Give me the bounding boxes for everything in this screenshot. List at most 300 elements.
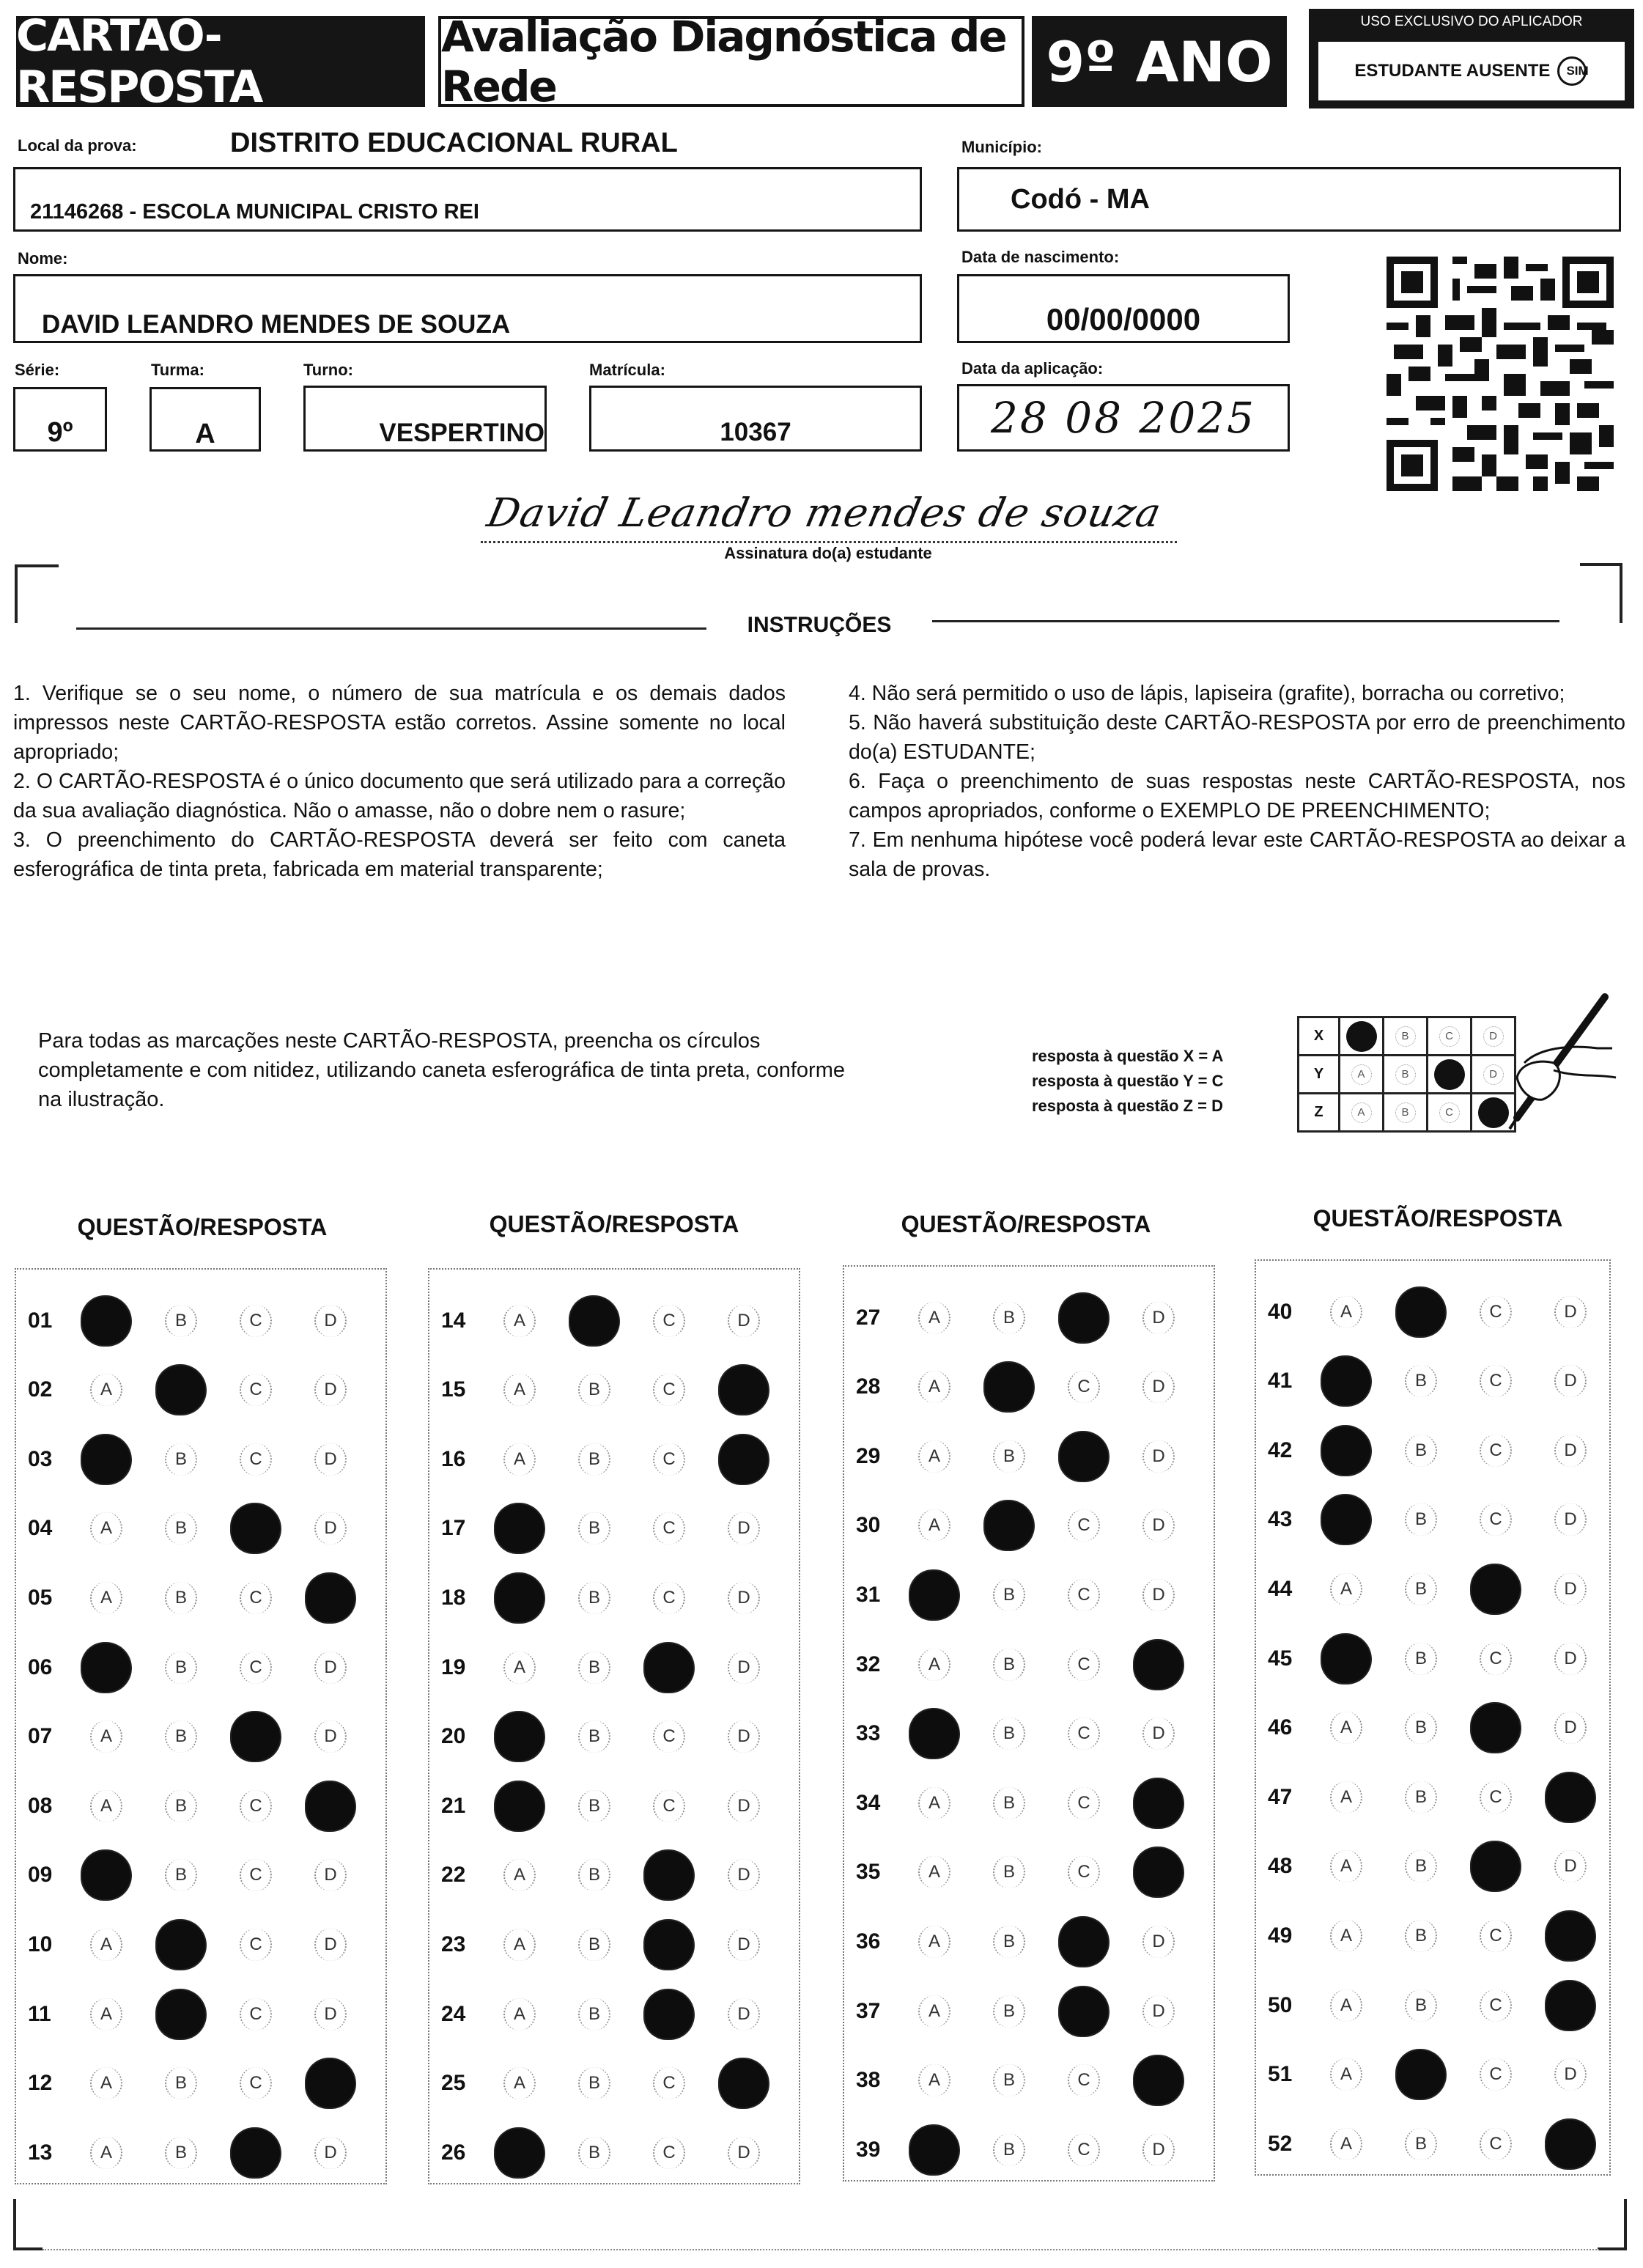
answer-bubble[interactable]: C — [240, 1998, 272, 2030]
answer-bubble-filled[interactable] — [1134, 1779, 1183, 1827]
answer-bubble[interactable]: A — [918, 1787, 950, 1819]
answer-bubble[interactable]: C — [240, 1652, 272, 1684]
answer-bubble[interactable]: A — [1330, 2058, 1362, 2091]
answer-bubble-filled[interactable] — [645, 1990, 693, 2039]
answer-bubble-filled[interactable] — [720, 1366, 768, 1414]
answer-bubble[interactable]: C — [1480, 1296, 1512, 1328]
answer-bubble[interactable]: B — [1405, 2128, 1437, 2160]
answer-bubble[interactable]: B — [165, 1512, 197, 1544]
answer-bubble-filled[interactable] — [306, 1782, 355, 1830]
answer-bubble[interactable]: C — [653, 1512, 685, 1544]
answer-bubble[interactable]: D — [1142, 1579, 1175, 1611]
answer-bubble[interactable]: C — [1068, 1787, 1100, 1819]
answer-bubble[interactable]: B — [165, 2137, 197, 2169]
answer-bubble[interactable]: B — [165, 1652, 197, 1684]
option-cell — [1533, 1503, 1608, 1536]
answer-bubble[interactable]: D — [728, 1512, 760, 1544]
option-cell — [557, 1652, 632, 1684]
example-cell — [1428, 1056, 1472, 1094]
answer-bubble[interactable]: B — [1405, 1989, 1437, 2022]
nome-field: DAVID LEANDRO MENDES DE SOUZA — [13, 274, 922, 343]
option-cell — [293, 1929, 368, 1961]
answer-bubble[interactable]: A — [918, 1509, 950, 1542]
answer-bubble[interactable]: D — [1142, 1302, 1175, 1334]
answer-bubble[interactable]: B — [165, 1859, 197, 1891]
answer-bubble[interactable]: B — [993, 1440, 1025, 1473]
answer-bubble[interactable]: A — [918, 1856, 950, 1888]
answer-bubble-filled[interactable] — [645, 1851, 693, 1899]
answer-bubble[interactable]: B — [578, 1582, 610, 1614]
answer-bubble-filled[interactable] — [910, 2126, 959, 2174]
answer-bubble[interactable]: C — [1068, 2134, 1100, 2166]
answer-row — [844, 1421, 1196, 1491]
answer-bubble[interactable]: C — [1480, 2058, 1512, 2091]
answer-bubble[interactable]: C — [1480, 2128, 1512, 2160]
answer-bubble[interactable]: D — [728, 1582, 760, 1614]
column-heading-3: QUESTÃO/RESPOSTA — [901, 1211, 1151, 1237]
answer-bubble[interactable]: D — [1142, 1371, 1175, 1403]
answer-bubble[interactable]: A — [1330, 1920, 1362, 1952]
answer-bubble-filled[interactable] — [495, 2129, 544, 2177]
example-bubble: C — [1439, 1026, 1460, 1047]
turno-field: VESPERTINO — [303, 386, 547, 452]
answer-bubble[interactable]: A — [1330, 1850, 1362, 1882]
answer-bubble-filled[interactable] — [985, 1363, 1033, 1411]
answer-bubble-filled[interactable] — [1546, 1981, 1595, 2030]
answer-bubble-filled[interactable] — [1322, 1635, 1370, 1683]
answer-bubble[interactable]: A — [1330, 1712, 1362, 1744]
answer-bubble-filled[interactable] — [1060, 1918, 1108, 1966]
option-cell — [1458, 1704, 1533, 1752]
answer-bubble-filled[interactable] — [1060, 1294, 1108, 1342]
answer-bubble[interactable]: C — [1068, 2064, 1100, 2096]
answer-bubble[interactable]: B — [993, 1926, 1025, 1958]
answer-bubble-filled[interactable] — [82, 1435, 130, 1484]
answer-bubble-filled[interactable] — [1546, 1912, 1595, 1960]
answer-bubble[interactable]: A — [1330, 1781, 1362, 1814]
answer-bubble[interactable]: D — [314, 2137, 347, 2169]
answer-bubble[interactable]: B — [578, 1998, 610, 2030]
answer-bubble-filled[interactable] — [495, 1782, 544, 1830]
answer-row — [844, 2115, 1196, 2184]
answer-bubble[interactable]: D — [1554, 1712, 1587, 1744]
answer-bubble[interactable]: B — [578, 2067, 610, 2099]
answer-bubble[interactable]: B — [578, 1790, 610, 1822]
example-row-label: Z — [1299, 1094, 1340, 1132]
option-cell — [632, 1512, 706, 1544]
answer-bubble[interactable]: A — [918, 1926, 950, 1958]
answer-bubble[interactable]: B — [993, 1579, 1025, 1611]
answer-bubble-filled[interactable] — [495, 1504, 544, 1553]
answer-bubble[interactable]: B — [165, 1305, 197, 1337]
option-cell — [1121, 1579, 1196, 1611]
option-cell — [632, 1851, 706, 1899]
answer-bubble-filled[interactable] — [1546, 1773, 1595, 1822]
option-cell — [1458, 1643, 1533, 1675]
answer-bubble[interactable]: C — [240, 1582, 272, 1614]
question-number: 49 — [1268, 1923, 1293, 1948]
answer-bubble[interactable]: D — [1554, 1503, 1587, 1536]
option-cell — [1309, 1357, 1384, 1405]
answer-bubble[interactable]: B — [1405, 1503, 1437, 1536]
answer-bubble-filled[interactable] — [1322, 1357, 1370, 1405]
answer-bubble[interactable]: A — [90, 1790, 122, 1822]
answer-bubble[interactable]: B — [165, 2067, 197, 2099]
answer-row — [16, 2118, 368, 2187]
answer-bubble-filled[interactable] — [1134, 1848, 1183, 1896]
option-cell — [1533, 1365, 1608, 1397]
answer-bubble[interactable]: D — [314, 1720, 347, 1753]
answer-bubble[interactable]: B — [578, 1443, 610, 1476]
answer-bubble-filled[interactable] — [495, 1712, 544, 1761]
option-cell — [1046, 1371, 1121, 1403]
answer-bubble[interactable]: A — [918, 1649, 950, 1681]
answer-bubble[interactable]: C — [1068, 1579, 1100, 1611]
option-cell — [1533, 1643, 1608, 1675]
answer-bubble[interactable]: D — [1554, 1365, 1587, 1397]
answer-bubble[interactable]: D — [1142, 2134, 1175, 2166]
option-cell — [293, 1720, 368, 1753]
answer-bubble[interactable]: C — [240, 1929, 272, 1961]
answer-bubble[interactable]: A — [503, 2067, 536, 2099]
answer-bubble[interactable]: A — [918, 2064, 950, 2096]
question-number: 09 — [28, 1863, 53, 1888]
answer-bubble-filled[interactable] — [570, 1297, 619, 1345]
answer-bubble-filled[interactable] — [232, 1712, 280, 1761]
answer-bubble[interactable]: D — [1554, 1850, 1587, 1882]
answer-bubble[interactable]: D — [728, 1720, 760, 1753]
answer-bubble[interactable]: B — [578, 1859, 610, 1891]
answer-bubble[interactable]: A — [90, 1374, 122, 1406]
answer-bubble[interactable]: C — [240, 1374, 272, 1406]
answer-bubble-filled[interactable] — [1472, 1842, 1520, 1890]
answer-row — [16, 1771, 368, 1841]
answer-bubble[interactable]: C — [240, 2067, 272, 2099]
answer-bubble[interactable]: B — [993, 1856, 1025, 1888]
answer-row — [844, 2046, 1196, 2116]
option-cell — [293, 1443, 368, 1476]
answer-bubble[interactable]: A — [1330, 2128, 1362, 2160]
example-line-x: resposta à questão X = A — [1032, 1047, 1224, 1065]
answer-bubble[interactable]: A — [90, 1998, 122, 2030]
answer-bubble[interactable]: B — [1405, 1712, 1437, 1744]
answer-bubble[interactable]: A — [503, 1859, 536, 1891]
answer-bubble[interactable]: D — [314, 1443, 347, 1476]
answer-bubble[interactable]: C — [240, 1305, 272, 1337]
answer-bubble[interactable]: C — [1480, 1643, 1512, 1675]
option-cell — [1046, 2134, 1121, 2166]
card-title: CARTÃO-RESPOSTA — [16, 16, 425, 107]
answer-bubble[interactable]: B — [993, 2134, 1025, 2166]
answer-row — [1256, 2109, 1608, 2179]
answer-bubble[interactable]: A — [503, 1374, 536, 1406]
answer-bubble[interactable]: D — [314, 1998, 347, 2030]
option-cell — [632, 1374, 706, 1406]
option-cell — [1309, 1850, 1384, 1882]
answer-bubble[interactable]: A — [918, 1302, 950, 1334]
answer-bubble-filled[interactable] — [1397, 1288, 1445, 1336]
option-cell — [1384, 1850, 1458, 1882]
answer-bubble[interactable]: C — [653, 1720, 685, 1753]
answer-bubble[interactable]: A — [503, 1652, 536, 1684]
option-cell — [1384, 1989, 1458, 2022]
question-number: 33 — [856, 1721, 881, 1746]
absent-label: ESTUDANTE AUSENTE — [1354, 61, 1551, 81]
option-cell — [972, 1440, 1046, 1473]
option-cell — [482, 1859, 557, 1891]
answer-bubble[interactable]: C — [1480, 1435, 1512, 1467]
answer-bubble[interactable]: C — [653, 2067, 685, 2099]
answer-bubble-filled[interactable] — [910, 1709, 959, 1758]
answer-bubble[interactable]: A — [503, 1929, 536, 1961]
answer-bubble[interactable]: D — [1142, 1926, 1175, 1958]
answer-bubble[interactable]: B — [1405, 1643, 1437, 1675]
option-cell — [1309, 1781, 1384, 1814]
answer-bubble-filled[interactable] — [1060, 1987, 1108, 2036]
answer-bubble[interactable]: A — [90, 1720, 122, 1753]
answer-bubble[interactable]: B — [165, 1582, 197, 1614]
answer-bubble[interactable]: C — [1068, 1371, 1100, 1403]
answer-bubble-filled[interactable] — [1060, 1432, 1108, 1481]
answer-row — [844, 1838, 1196, 1907]
answer-bubble[interactable]: C — [653, 1443, 685, 1476]
answer-bubble[interactable]: C — [653, 1790, 685, 1822]
answer-bubble[interactable]: C — [653, 1374, 685, 1406]
option-cell — [1121, 1926, 1196, 1958]
answer-row — [1256, 2040, 1608, 2110]
option-cell — [144, 1443, 218, 1476]
answer-bubble[interactable]: B — [1405, 1435, 1437, 1467]
answer-bubble[interactable]: A — [90, 2067, 122, 2099]
answer-bubble-filled[interactable] — [157, 1921, 205, 1969]
option-cell — [1458, 1920, 1533, 1952]
answer-row — [1256, 1554, 1608, 1624]
answer-bubble[interactable]: D — [728, 2137, 760, 2169]
answer-bubble-filled[interactable] — [157, 1990, 205, 2039]
option-cell — [1458, 1296, 1533, 1328]
answer-bubble[interactable]: A — [1330, 1296, 1362, 1328]
option-cell — [706, 1652, 781, 1684]
answer-bubble[interactable]: C — [1480, 1503, 1512, 1536]
answer-bubble[interactable]: D — [314, 1929, 347, 1961]
answer-bubble[interactable]: B — [165, 1790, 197, 1822]
answer-bubble[interactable]: D — [1554, 1573, 1587, 1605]
option-cell — [972, 1926, 1046, 1958]
answer-bubble[interactable]: D — [1142, 1717, 1175, 1750]
answer-bubble[interactable]: A — [918, 1371, 950, 1403]
option-cell — [218, 2067, 293, 2099]
example-text: Para todas as marcações neste CARTÃO-RESPOSTA, preencha os círculos completamente e com nitidez, utilizando caneta esferográfica de tinta preta, conforme na ilustração. — [38, 1029, 845, 1111]
answer-bubble-filled[interactable] — [1546, 2120, 1595, 2168]
answer-bubble[interactable]: B — [993, 1787, 1025, 1819]
option-cell — [1533, 1573, 1608, 1605]
nascimento-field: 00/00/0000 — [957, 274, 1290, 343]
answer-bubble-filled[interactable] — [985, 1501, 1033, 1550]
answer-bubble[interactable]: D — [728, 1998, 760, 2030]
answer-bubble-filled[interactable] — [1472, 1565, 1520, 1613]
answer-bubble[interactable]: C — [240, 1790, 272, 1822]
option-cell — [1458, 1781, 1533, 1814]
answer-bubble-filled[interactable] — [645, 1921, 693, 1969]
answer-row — [1256, 1832, 1608, 1901]
option-cell — [632, 2067, 706, 2099]
answer-row — [429, 1841, 781, 1910]
serie-label: Série: — [15, 361, 60, 379]
answer-bubble[interactable]: B — [578, 1374, 610, 1406]
answer-bubble[interactable]: C — [1480, 1989, 1512, 2022]
answer-bubble[interactable]: D — [728, 1305, 760, 1337]
answer-bubble[interactable]: D — [1554, 2058, 1587, 2091]
answer-bubble[interactable]: C — [1480, 1781, 1512, 1814]
answer-row — [16, 1702, 368, 1772]
answer-bubble[interactable]: B — [578, 1720, 610, 1753]
answer-bubble[interactable]: B — [1405, 1365, 1437, 1397]
answer-bubble[interactable]: C — [1480, 1365, 1512, 1397]
answer-bubble[interactable]: D — [314, 1652, 347, 1684]
answer-bubble[interactable]: C — [240, 1859, 272, 1891]
answer-bubble[interactable]: B — [578, 2137, 610, 2169]
answer-bubble[interactable]: C — [1480, 1920, 1512, 1952]
option-cell — [897, 1709, 972, 1758]
answer-bubble-filled[interactable] — [157, 1366, 205, 1414]
answer-bubble[interactable]: D — [314, 1859, 347, 1891]
answer-bubble-filled[interactable] — [82, 1851, 130, 1899]
answer-bubble[interactable]: D — [1554, 1643, 1587, 1675]
answer-bubble[interactable]: A — [503, 1443, 536, 1476]
instruction-6: 6. Faça o preenchimento de suas respostas neste CARTÃO-RESPOSTA, nos campos apropriados, conforme o EXEMPLO DE PREENCHIMENTO; — [849, 770, 1625, 822]
answer-bubble[interactable]: D — [314, 1374, 347, 1406]
answer-bubble[interactable]: D — [1142, 1440, 1175, 1473]
answer-bubble[interactable]: A — [1330, 1573, 1362, 1605]
answer-bubble[interactable]: B — [993, 2064, 1025, 2096]
answer-bubble[interactable]: B — [993, 1302, 1025, 1334]
answer-bubble-filled[interactable] — [645, 1643, 693, 1692]
answer-bubble[interactable]: A — [918, 1440, 950, 1473]
answer-bubble[interactable]: B — [578, 1512, 610, 1544]
answer-bubble[interactable]: C — [653, 2137, 685, 2169]
answer-bubble[interactable]: A — [918, 1995, 950, 2028]
answer-bubble[interactable]: B — [993, 1995, 1025, 2028]
answer-row — [1256, 1762, 1608, 1832]
answer-bubble[interactable]: B — [165, 1720, 197, 1753]
answer-bubble-filled[interactable] — [1472, 1704, 1520, 1752]
answer-bubble[interactable]: D — [728, 1652, 760, 1684]
answer-bubble[interactable]: B — [993, 1717, 1025, 1750]
answer-bubble-filled[interactable] — [1322, 1426, 1370, 1475]
option-cell — [706, 1998, 781, 2030]
answer-bubble[interactable]: C — [240, 1443, 272, 1476]
option-cell — [897, 1371, 972, 1403]
student-signature: David Leandro mendes de souza — [483, 490, 1166, 536]
answer-bubble[interactable]: C — [653, 1305, 685, 1337]
answer-bubble-filled[interactable] — [1397, 2050, 1445, 2099]
answer-bubble[interactable]: A — [503, 1998, 536, 2030]
answer-bubble[interactable]: C — [1068, 1856, 1100, 1888]
answer-bubble[interactable]: C — [1068, 1649, 1100, 1681]
answer-bubble[interactable]: B — [1405, 1920, 1437, 1952]
question-number: 42 — [1268, 1437, 1293, 1462]
answer-bubble[interactable]: D — [1554, 1435, 1587, 1467]
answer-bubble[interactable]: B — [1405, 1573, 1437, 1605]
answer-row — [429, 2118, 781, 2187]
option-cell — [293, 1305, 368, 1337]
answer-bubble-filled[interactable] — [495, 1574, 544, 1622]
answer-bubble[interactable]: C — [1068, 1509, 1100, 1542]
answer-bubble[interactable]: B — [1405, 1781, 1437, 1814]
answer-bubble[interactable]: B — [1405, 1850, 1437, 1882]
answer-bubble[interactable]: B — [578, 1929, 610, 1961]
answer-bubble-filled[interactable] — [306, 1574, 355, 1622]
answer-bubble-filled[interactable] — [1134, 1641, 1183, 1689]
option-cell — [632, 1443, 706, 1476]
answer-bubble[interactable]: B — [578, 1652, 610, 1684]
option-cell — [1046, 1856, 1121, 1888]
answer-bubble-filled[interactable] — [1322, 1495, 1370, 1544]
answer-bubble-filled[interactable] — [306, 2059, 355, 2107]
option-cell — [293, 1652, 368, 1684]
answer-bubble[interactable]: A — [1330, 1989, 1362, 2022]
option-cell — [557, 2067, 632, 2099]
answer-bubble-filled[interactable] — [232, 2129, 280, 2177]
answer-bubble-filled[interactable] — [82, 1643, 130, 1692]
answer-bubble-filled[interactable] — [1134, 2056, 1183, 2105]
answer-bubble[interactable]: A — [90, 2137, 122, 2169]
answer-bubble[interactable]: D — [728, 1859, 760, 1891]
question-number: 28 — [856, 1374, 881, 1399]
option-cell — [1309, 1989, 1384, 2022]
answer-bubble[interactable]: B — [165, 1443, 197, 1476]
answer-row — [16, 1841, 368, 1910]
corner-mark-top-left — [15, 564, 59, 623]
answer-bubble[interactable]: D — [1142, 1509, 1175, 1542]
answer-bubble[interactable]: D — [314, 1305, 347, 1337]
answer-row — [1256, 1624, 1608, 1693]
example-cell — [1384, 1017, 1428, 1056]
answer-bubble[interactable]: D — [1142, 1995, 1175, 2028]
answer-bubble[interactable]: C — [653, 1582, 685, 1614]
answer-bubble[interactable]: B — [993, 1649, 1025, 1681]
answer-bubble[interactable]: D — [314, 1512, 347, 1544]
answer-bubble-filled[interactable] — [720, 2059, 768, 2107]
answer-bubble[interactable]: A — [90, 1512, 122, 1544]
example-row-label: X — [1299, 1017, 1340, 1056]
option-cell — [1309, 1920, 1384, 1952]
option-cell — [1384, 1712, 1458, 1744]
answer-bubble[interactable]: A — [90, 1929, 122, 1961]
answer-bubble-filled[interactable] — [720, 1435, 768, 1484]
matricula-label: Matrícula: — [589, 361, 665, 379]
answer-bubble[interactable]: A — [90, 1582, 122, 1614]
answer-bubble-filled[interactable] — [910, 1571, 959, 1619]
answer-bubble-filled[interactable] — [82, 1297, 130, 1345]
answer-bubble-filled[interactable] — [232, 1504, 280, 1553]
option-cell — [1458, 2128, 1533, 2160]
answer-bubble[interactable]: D — [1554, 1296, 1587, 1328]
answer-bubble[interactable]: C — [1068, 1717, 1100, 1750]
option-cell — [972, 1787, 1046, 1819]
option-cell — [482, 1929, 557, 1961]
turma-label: Turma: — [151, 361, 204, 379]
option-cell — [1046, 1432, 1121, 1481]
answer-bubble[interactable]: D — [728, 1790, 760, 1822]
option-cell — [1533, 1773, 1608, 1822]
option-cell — [897, 1926, 972, 1958]
option-cell — [1533, 1296, 1608, 1328]
answer-bubble[interactable]: D — [728, 1929, 760, 1961]
qr-code — [1387, 257, 1614, 491]
answer-bubble[interactable]: A — [503, 1305, 536, 1337]
option-cell — [557, 2137, 632, 2169]
